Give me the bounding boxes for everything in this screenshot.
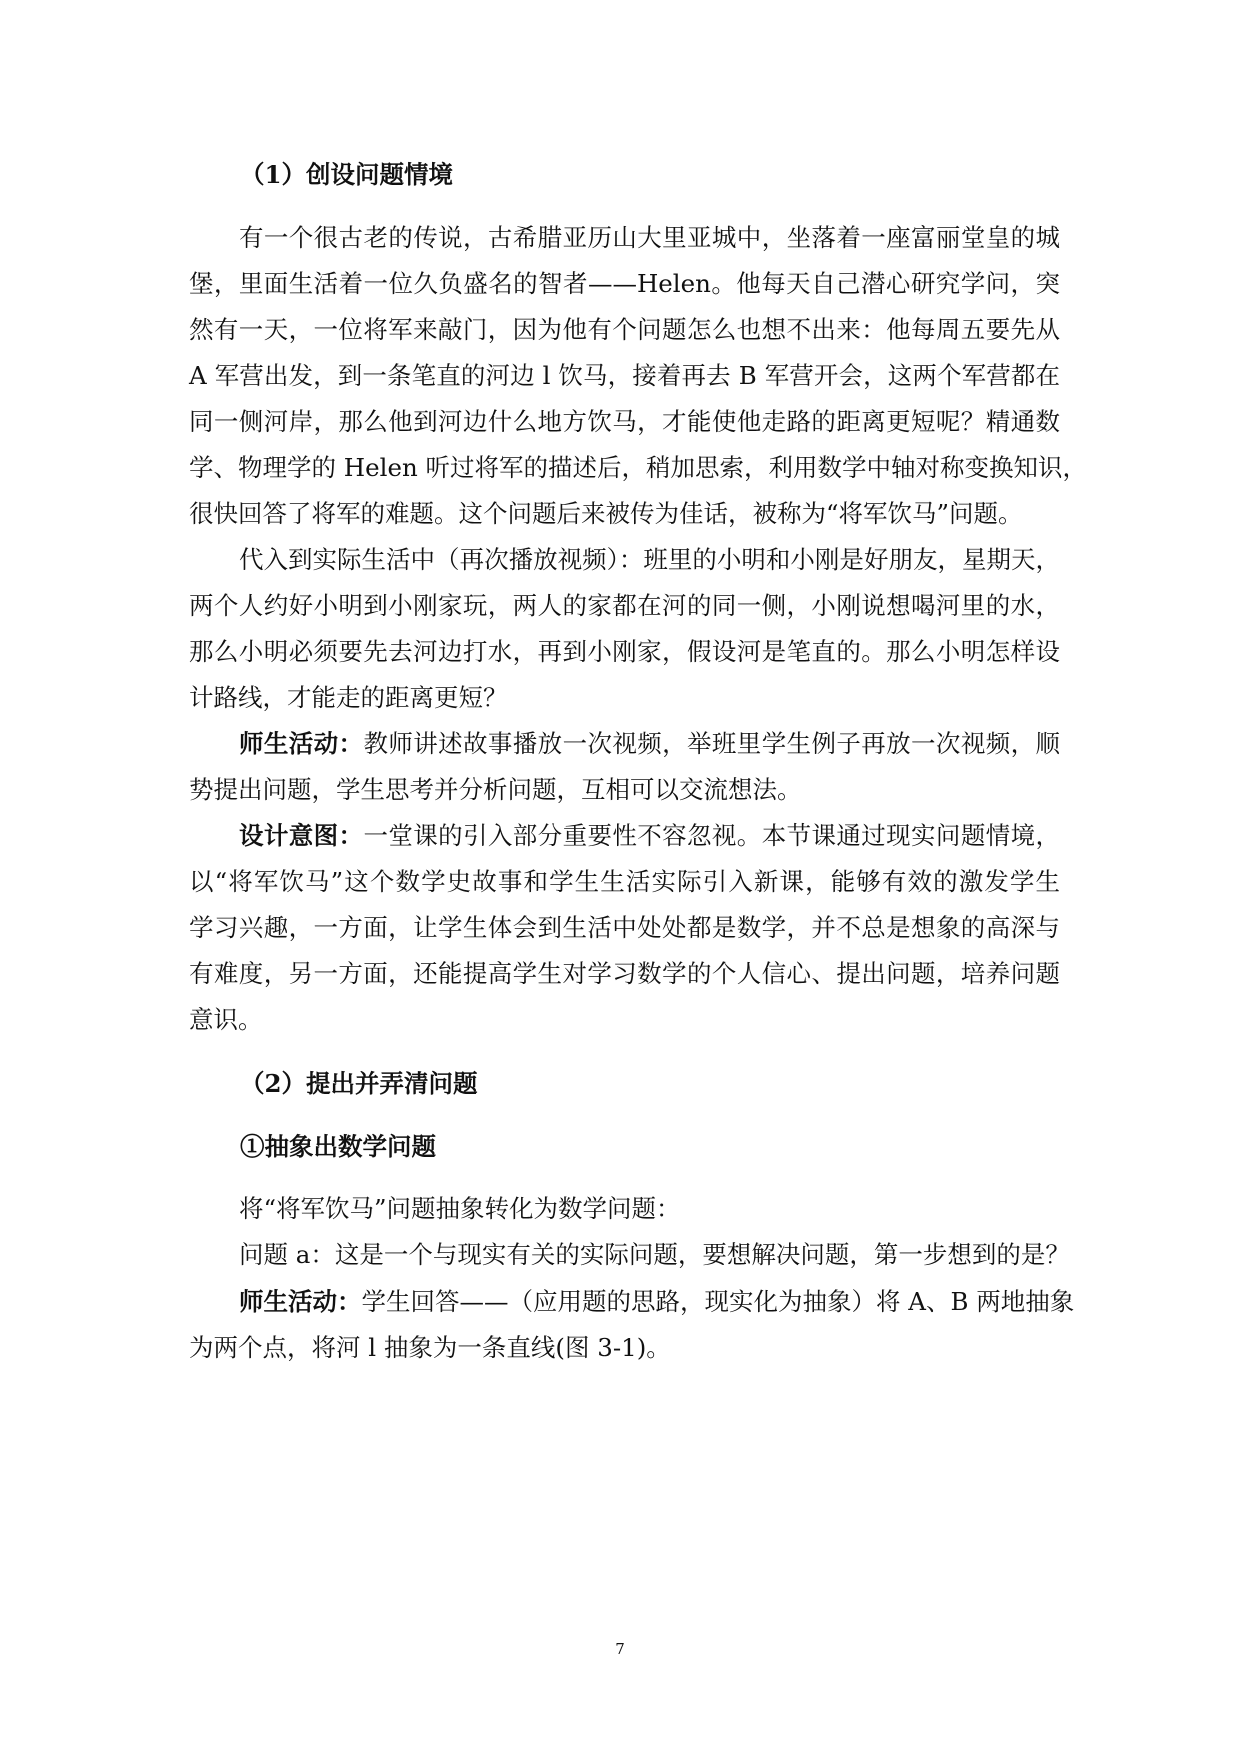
bold-lead-label: 师生活动： (239, 729, 364, 758)
paragraph-student-answer (189, 1279, 1075, 1371)
text-line (189, 629, 1060, 675)
text-line (189, 859, 1060, 905)
text-line (189, 215, 1060, 261)
line-text: 以“将军饮马”这个数学史故事和学生生活实际引入新课，能够有效的激发学生 (189, 867, 1060, 896)
paragraph-legend (189, 215, 1088, 537)
line-text: 教师讲述故事播放一次视频，举班里学生例子再放一次视频，顺 (363, 729, 1060, 758)
text-line (189, 1279, 1075, 1325)
text-line (189, 813, 1060, 859)
text-line (189, 721, 1060, 767)
text-line (189, 261, 1060, 307)
line-text: 一堂课的引入部分重要性不容忽视。本节课通过现实问题情境， (363, 821, 1060, 850)
line-text: 有一个很古老的传说，古希腊亚历山大里亚城中，坐落着一座富丽堂皇的城 (239, 223, 1060, 252)
line-text: 问题 a：这是一个与现实有关的实际问题，要想解决问题，第一步想到的是？ (239, 1240, 1070, 1269)
text-line (189, 675, 1060, 721)
line-text: 代入到实际生活中（再次播放视频）：班里的小明和小刚是好朋友，星期天， (239, 545, 1060, 574)
line-text: 将“将军饮马”问题抽象转化为数学问题： (239, 1194, 681, 1223)
text-line (189, 767, 1060, 813)
text-line (189, 905, 1060, 951)
line-text: 那么小明必须要先去河边打水，再到小刚家，假设河是笔直的。那么小明怎样设 (189, 637, 1060, 666)
paragraph-teacher-student-activity (189, 721, 1060, 813)
bold-lead-label: 设计意图： (239, 821, 364, 850)
bold-lead-label: 师生活动： (239, 1287, 362, 1316)
line-text: 为两个点，将河 l 抽象为一条直线(图 3-1)。 (189, 1333, 671, 1362)
line-text: 学、物理学的 Helen 听过将军的描述后，稍加思索，利用数学中轴对称变换知识， (189, 453, 1088, 482)
line-text: 堡，里面生活着一位久负盛名的智者——Helen。他每天自己潜心研究学问，突 (189, 269, 1060, 298)
text-line (189, 951, 1060, 997)
section-heading-2: （2）提出并弄清问题 (240, 1069, 478, 1098)
paragraph-question-a (189, 1232, 1070, 1278)
text-line (189, 307, 1060, 353)
paragraph-design-intent (189, 813, 1060, 1043)
line-text: 计路线，才能走的距离更短？ (189, 683, 508, 712)
page-number: 7 (615, 1640, 625, 1658)
line-text: 学生回答——（应用题的思路，现实化为抽象）将 A、B 两地抽象 (361, 1287, 1075, 1316)
line-text: 意识。 (189, 1005, 263, 1034)
line-text: A 军营出发，到一条笔直的河边 l 饮马，接着再去 B 军营开会，这两个军营都在 (189, 361, 1060, 390)
text-line (189, 537, 1060, 583)
paragraph-abstraction (189, 1186, 1060, 1232)
line-text: 很快回答了将军的难题。这个问题后来被传为佳话，被称为“将军饮马”问题。 (189, 499, 1023, 528)
text-line (189, 1186, 1060, 1232)
paragraph-real-life (189, 537, 1060, 721)
line-text: 两个人约好小明到小刚家玩，两人的家都在河的同一侧，小刚说想喝河里的水， (189, 591, 1060, 620)
line-text: 学习兴趣，一方面，让学生体会到生活中处处都是数学，并不总是想象的高深与 (189, 913, 1060, 942)
line-text: 然有一天，一位将军来敲门，因为他有个问题怎么也想不出来：他每周五要先从 (189, 315, 1060, 344)
text-line (189, 997, 1060, 1043)
text-line (189, 399, 1060, 445)
text-line (189, 1325, 1060, 1371)
section-heading-1: （1）创设问题情境 (240, 160, 454, 189)
line-text: 同一侧河岸，那么他到河边什么地方饮马，才能使他走路的距离更短呢？精通数 (189, 407, 1060, 436)
line-text: 有难度，另一方面，还能提高学生对学习数学的个人信心、提出问题，培养问题 (189, 959, 1060, 988)
text-line (189, 445, 1088, 491)
line-text: 势提出问题，学生思考并分析问题，互相可以交流想法。 (189, 775, 802, 804)
text-line (189, 1232, 1070, 1278)
text-line (189, 583, 1060, 629)
subsection-heading: ①抽象出数学问题 (240, 1132, 436, 1161)
text-line (189, 491, 1060, 537)
text-line (189, 353, 1060, 399)
